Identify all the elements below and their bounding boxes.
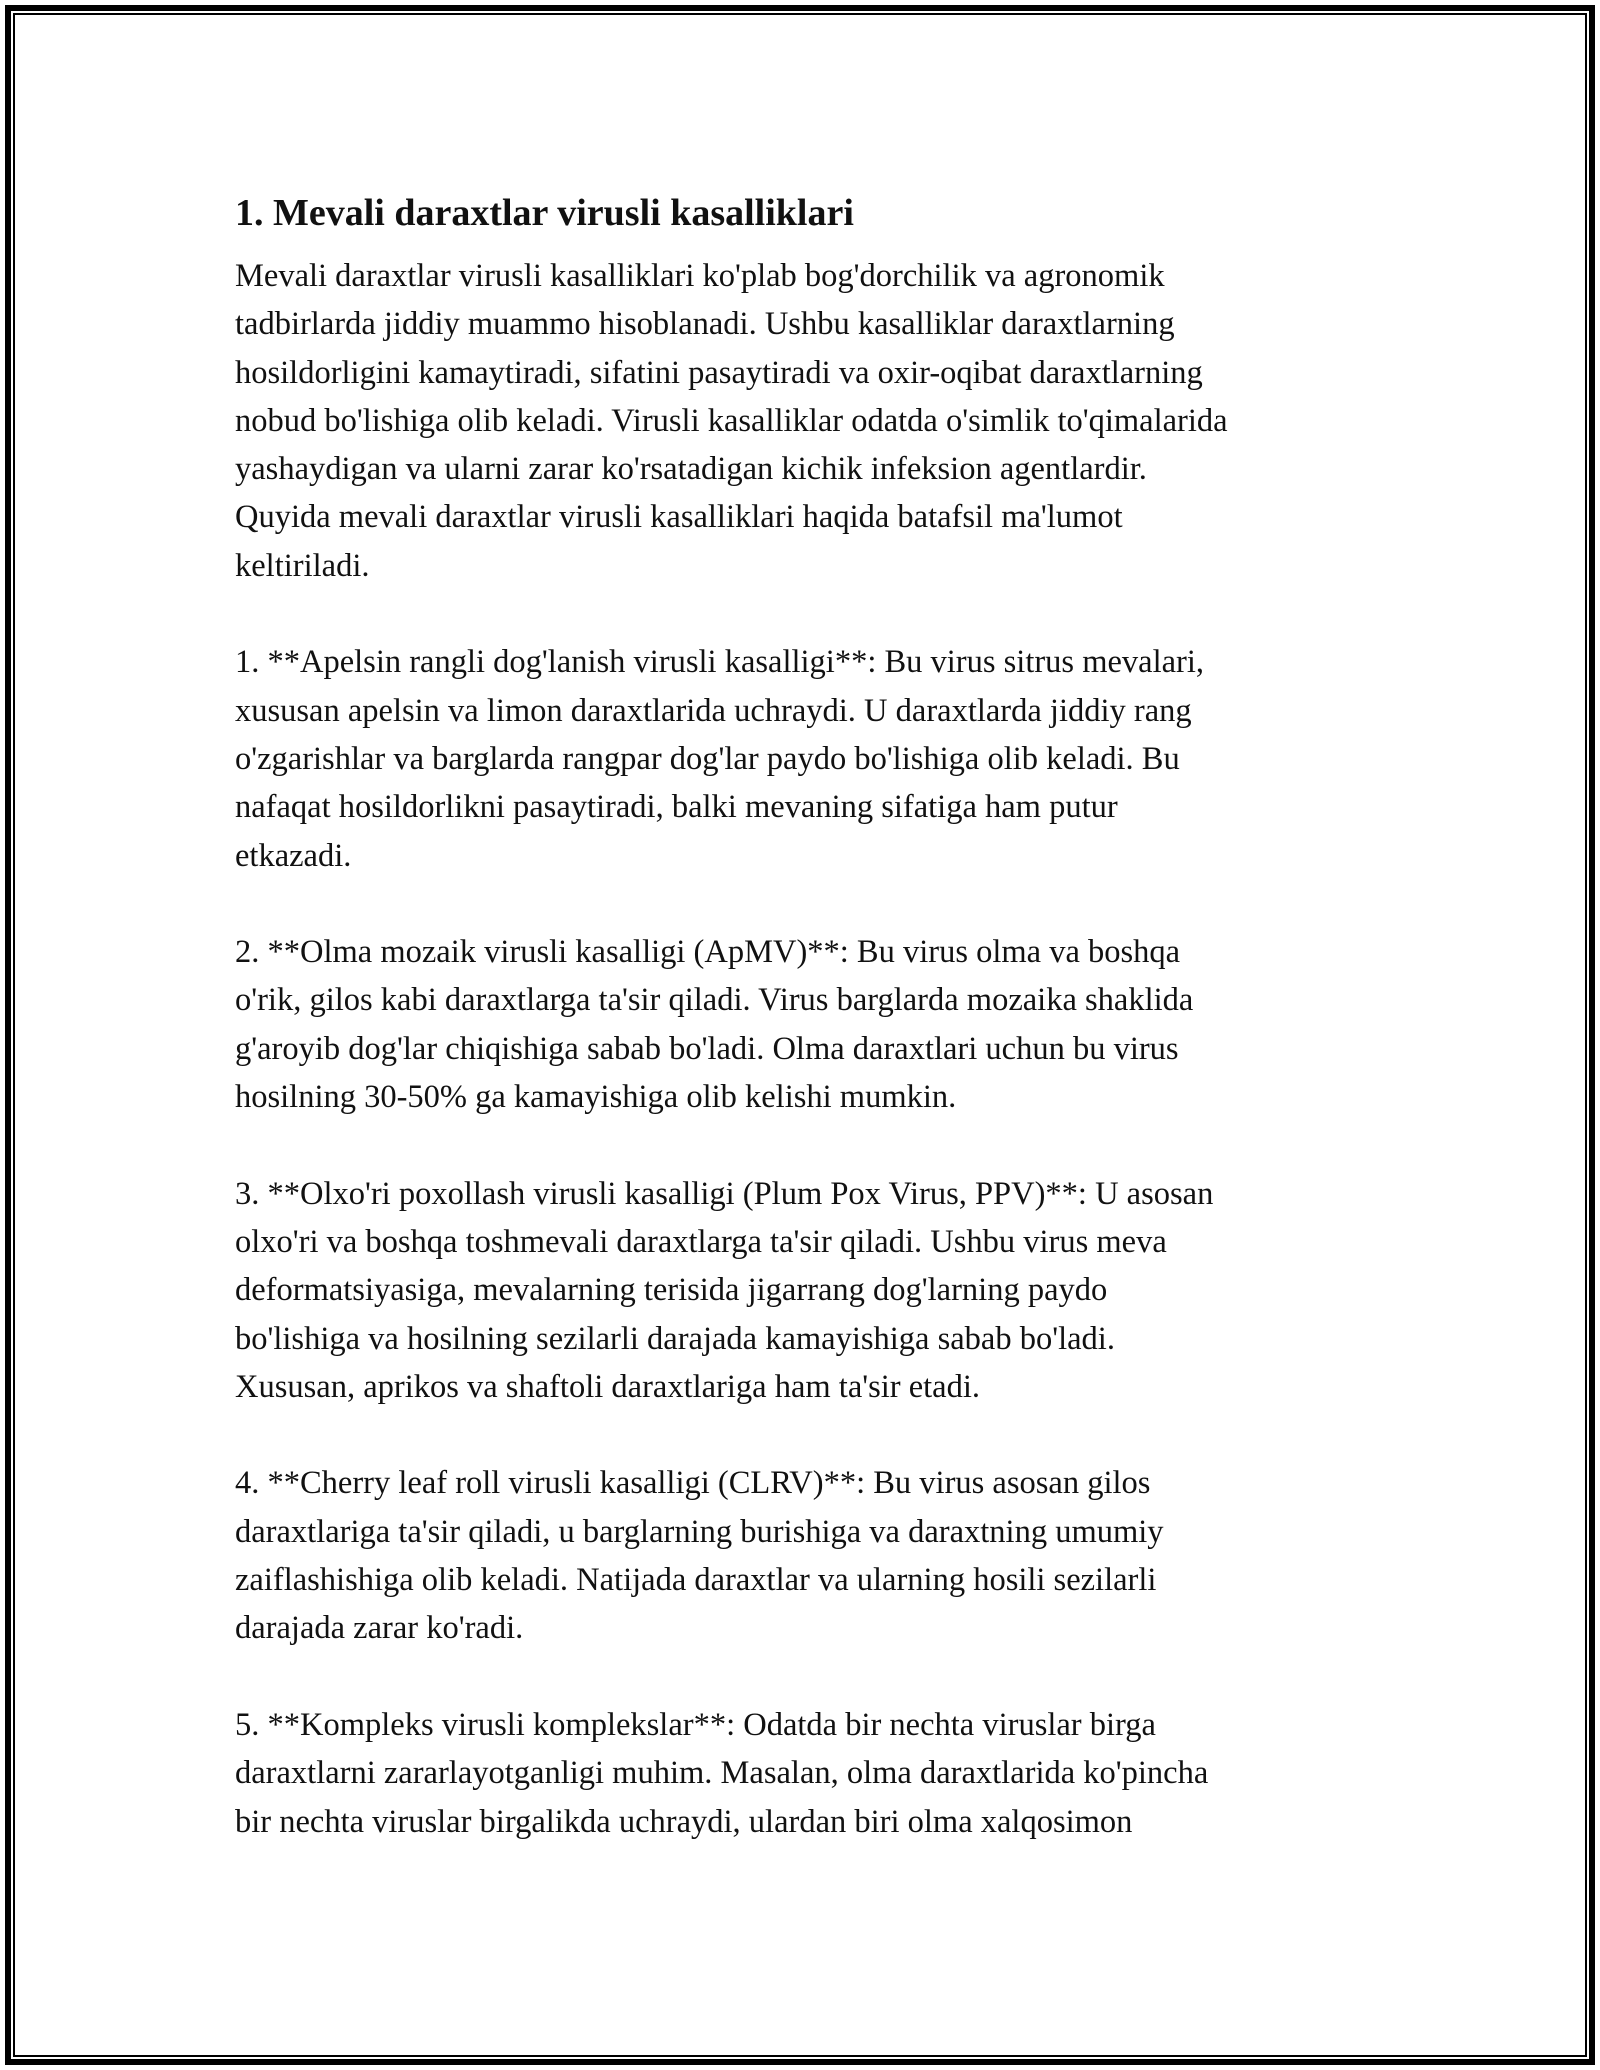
list-item-2-paragraph: 2. **Olma mozaik virusli kasalligi (ApMV)**: Bu virus olma va boshqa o'rik, gilos kabi daraxtlarga ta'sir qiladi. Virus barglarda mozaika shaklida g'aroyib dog'lar chiqishiga sabab bo'ladi. Olma daraxtlari uchun bu virus hosilning 30-50% ga kamayishiga olib kelishi mumkin. [235,934,1194,1116]
list-item-1-paragraph: 1. **Apelsin rangli dog'lanish virusli kasalligi**: Bu virus sitrus mevalari, xususan apelsin va limon daraxtlarida uchraydi. U daraxtlarda jiddiy rang o'zgarishlar va barglarda rangpar dog'lar paydo bo'lishiga olib keladi. Bu nafaqat hosildorlikni pasaytiradi, balki mevaning sifatiga ham putur etkazadi. [235,644,1205,874]
intro-paragraph: Mevali daraxtlar virusli kasalliklari ko'plab bog'dorchilik va agronomik tadbirlarda jiddiy muammo hisoblanadi. Ushbu kasalliklar daraxtlarning hosildorligini kamaytiradi, sifatini pasaytiradi va oxir-oqibat daraxtlarning nobud bo'lishiga olib keladi. Virusli kasalliklar odatda o'simlik to'qimalarida yashaydigan va ularni zarar ko'rsatadigan kichik infeksion agentlardir. Quyida mevali daraxtlar virusli kasalliklari haqida batafsil ma'lumot keltiriladi. [235,258,1228,584]
section-heading: 1. Mevali daraxtlar virusli kasalliklari [235,192,854,234]
document-body [235,188,1370,1846]
list-item-5-paragraph: 5. **Kompleks virusli komplekslar**: Odatda bir nechta viruslar birga daraxtlarni zararlayotganligi muhim. Masalan, olma daraxtlarida ko'pincha bir nechta viruslar birgalikda uchraydi, ulardan biri olma xalqosimon [235,1706,1209,1840]
list-item-3-paragraph: 3. **Olxo'ri poxollash virusli kasalligi (Plum Pox Virus, PPV)**: U asosan olxo'ri va boshqa toshmevali daraxtlarga ta'sir qiladi. Ushbu virus meva deformatsiyasiga, mevalarning terisida jigarrang dog'larning paydo bo'lishiga va hosilning sezilarli darajada kamayishiga sabab bo'ladi. Xususan, aprikos va shaftoli daraxtlariga ham ta'sir etadi. [235,1175,1214,1405]
list-item-4-paragraph: 4. **Cherry leaf roll virusli kasalligi (CLRV)**: Bu virus asosan gilos daraxtlariga ta'sir qiladi, u barglarning burishiga va daraxtning umumiy zaiflashishiga olib keladi. Natijada daraxtlar va ularning hosili sezilarli darajada zarar ko'radi. [235,1465,1164,1647]
